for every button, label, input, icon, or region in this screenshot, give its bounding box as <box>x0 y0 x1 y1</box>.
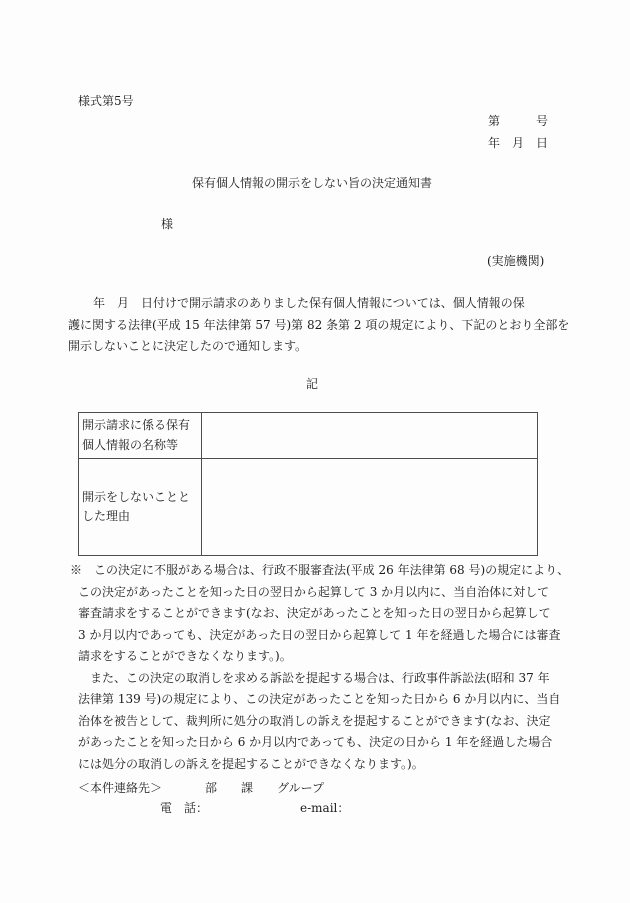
record-marker: 記 <box>305 377 318 391</box>
issuing-agency: (実施機関) <box>487 254 545 268</box>
note-line: には処分の取消しの訴えを提起することができなくなります。)。 <box>78 756 424 771</box>
disclosure-table <box>78 412 538 556</box>
note-line: 法律第 139 号)の規定により、この決定があったことを知った日から 6 か月以内に、当自 <box>78 692 561 706</box>
body-line: 護に関する法律(平成 15 年法律第 57 号)第 82 条第 2 項の規定により、下記のとおり全部を <box>68 317 570 332</box>
body-line: 開示しないことに決定したので通知します。 <box>68 339 308 353</box>
document-title: 保有個人情報の開示をしない旨の決定通知書 <box>191 176 432 190</box>
table-value-reason <box>202 459 538 556</box>
contact-email-label: e-mail： <box>300 801 350 815</box>
contact-section-label: ＜本件連絡先＞ <box>78 781 163 795</box>
note-line: 治体を被告として、裁判所に処分の取消しの訴えを提起することができます(なお、決定 <box>78 713 551 728</box>
note-line: この決定があったことを知った日の翌日から起算して 3 か月以内に、当自治体に対して <box>78 584 550 599</box>
note-line: 3 か月以内であっても、決定があった日の翌日から起算して 1 年を経過した場合には審査 <box>78 627 561 642</box>
note-line: があったことを知った日から 6 か月以内であっても、決定の日から 1 年を経過した場合 <box>78 735 553 749</box>
table-value-name <box>202 413 538 459</box>
note-line: また、この決定の取消しを求める訴訟を提起する場合は、行政事件訴訟法(昭和 37 年 <box>78 670 550 685</box>
addressee-suffix: 様 <box>161 217 174 231</box>
table-label-name: 開示請求に係る保有個人情報の名称等 <box>79 413 202 459</box>
appeal-note <box>70 560 570 775</box>
note-line: 審査請求をすることができます(なお、決定があったことを知った日の翌日から起算して <box>78 606 551 620</box>
table-label-reason: 開示をしないこととした理由 <box>79 459 202 556</box>
body-paragraph <box>68 293 570 358</box>
issue-date-blank: 年 月 日 <box>488 136 549 150</box>
contact-phone-label: 電 話： <box>160 801 209 815</box>
contact-org-blanks: 部 課 グループ <box>205 781 325 795</box>
note-line: 請求をすることができなくなります。)。 <box>78 649 292 663</box>
body-line: 年 月 日付けで開示請求のありました保有個人情報については、個人情報の保 <box>93 296 525 310</box>
document-number-blank: 第 号 <box>488 114 549 128</box>
note-line: ※ この決定に不服がある場合は、行政不服審査法(平成 26 年法律第 68 号)の規定により、 <box>70 563 570 577</box>
table-row-name <box>79 413 538 459</box>
form-number: 様式第5号 <box>78 94 134 108</box>
table-row-reason <box>79 459 538 556</box>
